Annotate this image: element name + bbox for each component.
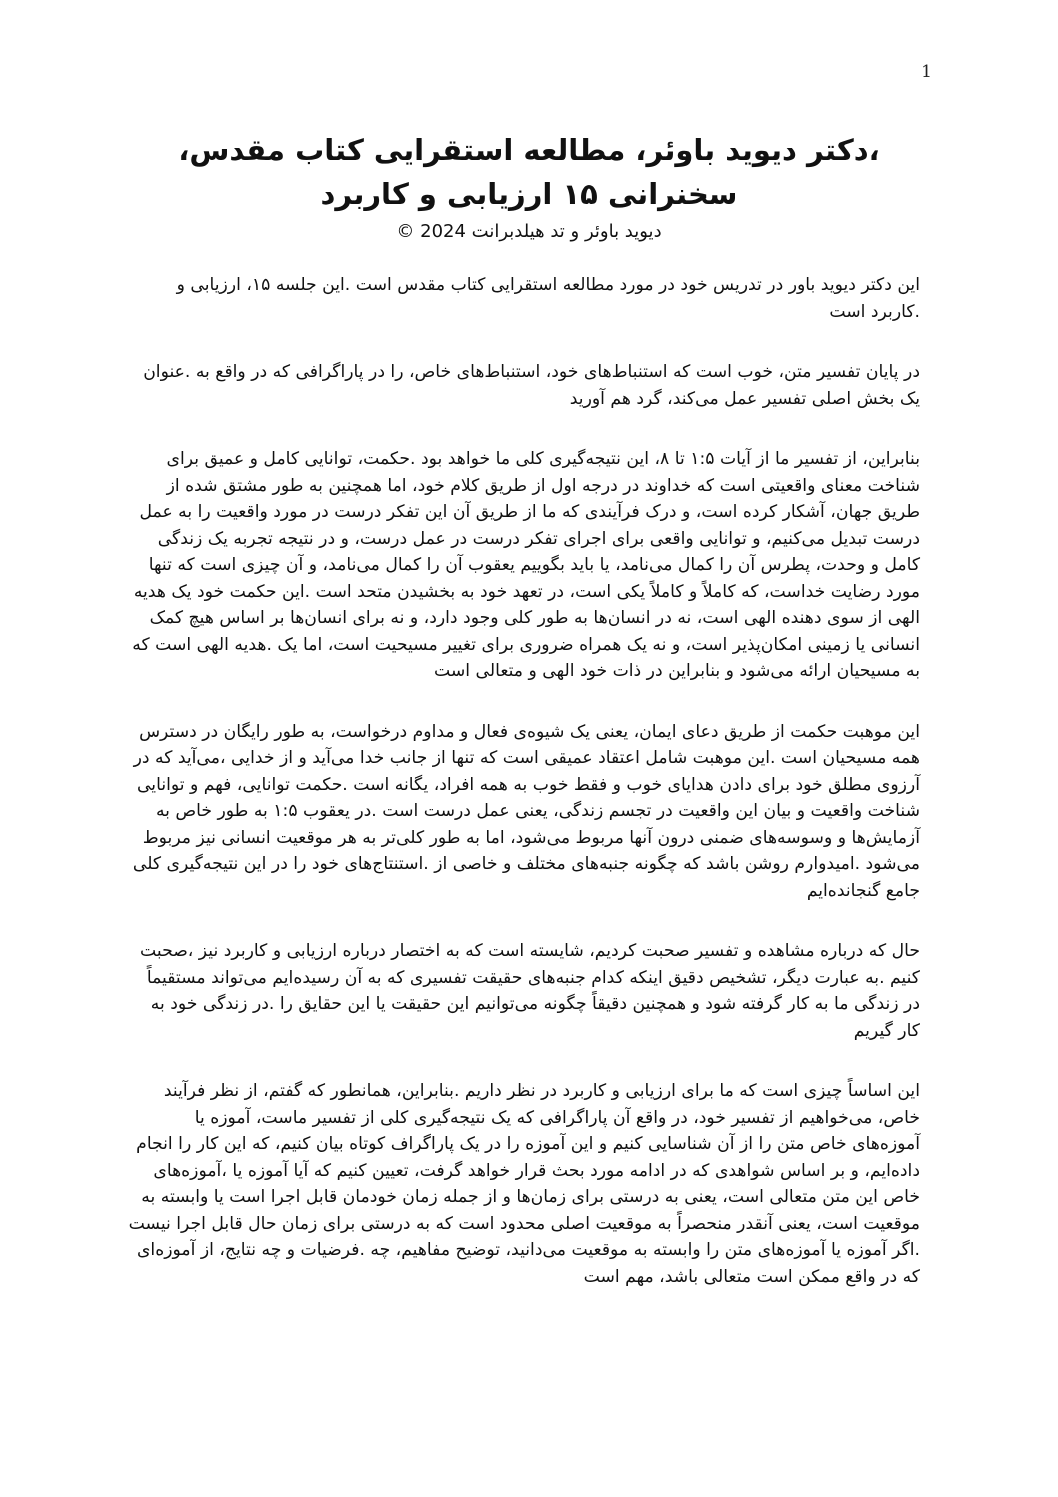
paragraph-wisdom-summary: بنابراین، از تفسیر ما از آیات ۱:۵ تا ۸، این نتیجه‌گیری کلی ما خواهد بود .حکمت، توانایی کامل و عمیق برای شناخت معنای واقعیتی است که خداوند در درجه اول از طریق کلام خود، اما همچنین به طور مشتق شده از طریق جهان، آشکار کرده است، و درک فرآیندی که ما از طریق آن این تفکر درست در مورد واقعیت را به عمل درست تبدیل می‌کنیم، و توانایی واقعی برای اجرای تفکر درست در عمل درست، و در نتیجه تجربه یک زندگی کامل و وحدت، پطرس آن را کمال می‌نامد، یا باید بگوییم یعقوب آن را کمال می‌نامد، و آن چیزی است که تنها مورد رضایت خداست، که کاملاً و کاملاً یکی است، در تعهد خود به بخشیدن متحد است .این حکمت خود یک هدیه الهی از سوی دهنده الهی است، نه در انسان‌ها به طور کلی وجود دارد، و نه برای انسان‌ها بر اساس هیچ کمک انسانی یا زمینی امکان‌پذیر است، و نه یک همراه ضروری برای تغییر مسیحیت است، اما یک .هدیه الهی است که به مسیحیان ارائه می‌شود و بنابراین در ذات خود الهی و متعالی است	[132, 449, 920, 681]
paragraph-evaluation-process: این اساساً چیزی است که ما برای ارزیابی و کاربرد در نظر داریم .بنابراین، همانطور که گفتم، از نظر فرآیند خاص، می‌خواهیم از تفسیر خود، در واقع آن پاراگرافی که یک نتیجه‌گیری کلی از تفسیر ماست، آموزه یا آموزه‌های خاص متن را از آن شناسایی کنیم و این آموزه را در یک پاراگراف کوتاه بیان کنیم، که این کار را انجام داده‌ایم، و بر اساس شواهدی که در ادامه مورد بحث قرار خواهد گرفت، تعیین کنیم که آیا آموزه یا ،آموزه‌های خاص این متن متعالی است، یعنی به درستی برای زمان‌ها و از جمله زمان خودمان قابل اجرا است یا وابسته به موقعیت است، یعنی آنقدر منحصراً به موقعیت اصلی محدود است که به درستی برای زمان حال قابل اجرا نیست .اگر آموزه یا آموزه‌های متن را وابسته به موقعیت می‌دانید، توضیح مفاهیم، چه .فرضیات و چه نتایج، از آموزه‌ای که در واقع ممکن است متعالی باشد، مهم است	[128, 1081, 920, 1287]
paragraph-evaluation-intro: حال که درباره مشاهده و تفسیر صحبت کردیم، شایسته است که به اختصار درباره ارزیابی و کاربرد نیز ،صحبت کنیم .به عبارت دیگر، تشخیص دقیق اینکه کدام جنبه‌های حقیقت تفسیری که به آن رسیده‌ایم می‌تواند مستقیماً در زندگی ما به کار گرفته شود و همچنین دقیقاً چگونه می‌توانیم این حقیقت یا این حقایق را .در زندگی خود به کار گیریم	[140, 941, 920, 1041]
document-body	[128, 272, 920, 1324]
copyright-line: دیوید باوئر و تد هیلدبرانت 2024 ©	[396, 221, 662, 242]
page-number: 1	[921, 62, 932, 82]
document-title: ،دکتر دیوید باوئر، مطالعه استقرایی کتاب مقدس، سخنرانی ۱۵ ارزیابی و کاربرد	[178, 133, 880, 211]
paragraph-intro: این دکتر دیوید باور در تدریس خود در مورد مطالعه استقرایی کتاب مقدس است .این جلسه ۱۵، ارزیابی و .کاربرد است	[176, 275, 920, 322]
paragraph-gift-of-wisdom: این موهبت حکمت از طریق دعای ایمان، یعنی یک شیوه‌ی فعال و مداوم درخواست، به طور رایگان در دسترس همه مسیحیان است .این موهبت شامل اعتقاد عمیقی است که تنها از جانب خدا می‌آید و از خدایی ،می‌آید که در آرزوی مطلق خود برای دادن هدایای خوب و فقط خوب به همه افراد، یگانه است .حکمت توانایی، فهم و توانایی شناخت واقعیت و بیان این واقعیت در تجسم زندگی، یعنی عمل درست است .در یعقوب ۱:۵ به طور خاص به آزمایش‌ها و وسوسه‌های ضمنی درون آنها مربوط می‌شود، اما به طور کلی‌تر به هر موقعیت انسانی نیز مربوط می‌شود .امیدوارم روشن باشد که چگونه جنبه‌های مختلف و خاصی از .استنتاج‌های خود را در این نتیجه‌گیری کلی جامع گنجانده‌ایم	[132, 721, 920, 901]
paragraph-inferences: در پایان تفسیر متن، خوب است که استنباط‌های خود، استنباط‌های خاص، را در پاراگرافی که در واقع به .عنوان یک بخش اصلی تفسیر عمل می‌کند، گرد هم آورید	[143, 362, 920, 409]
